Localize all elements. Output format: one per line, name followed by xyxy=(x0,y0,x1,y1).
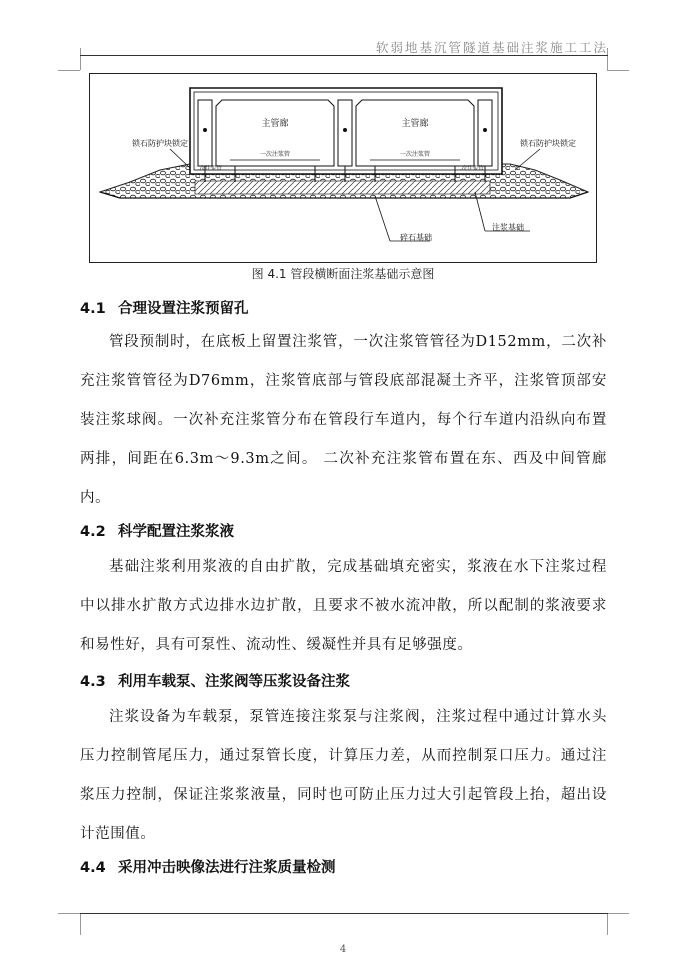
label-rubble-base: 碎石基础 xyxy=(400,233,432,242)
section-number: 4.3 xyxy=(80,674,106,690)
label-right-pipe1: 一次注浆管 xyxy=(399,151,431,158)
section-paragraph: 管段预制时，在底板上留置注浆管，一次注浆管管径为D152mm，二次补充注浆管管径为D76mm，注浆管底部与管段底部混凝土齐平，注浆管顶部安装注浆球阀。一次补充注浆管分布在管段行车道内，每个行车道内沿纵向布置两排，间距在6.3m～9.3m之间。 二次补充注浆管布置在东、西及中间管廊内。 xyxy=(80,334,607,506)
label-left-pipe1: 一次注浆管 xyxy=(259,151,291,158)
section-title: 科学配置注浆浆液 xyxy=(118,524,234,540)
section-title: 利用车载泵、注浆阀等压浆设备注浆 xyxy=(118,674,350,690)
cross-section-drawing xyxy=(90,74,598,264)
footer-rule xyxy=(80,913,608,914)
section-paragraph: 基础注浆利用浆液的自由扩散，完成基础填充密实，浆液在水下注浆过程中以排水扩散方式边排水边扩散，且要求不被水流冲散，所以配制的浆液要求和易性好，具有可泵性、流动性、缓凝性并具有足够强度。 xyxy=(80,559,607,653)
label-left-protection: 锁石防护块锁定 xyxy=(132,139,188,148)
label-right-protection: 锁石防护块锁定 xyxy=(520,139,576,148)
label-right-chamber: 主管廊 xyxy=(401,119,429,129)
cross-section-figure xyxy=(89,73,597,263)
label-grout-base: 注浆基础 xyxy=(492,223,524,232)
header-rule xyxy=(80,55,608,56)
running-header-title: 软弱地基沉管隧道基础注浆施工工法 xyxy=(375,40,608,55)
section-number: 4.1 xyxy=(80,301,106,317)
figure-caption: 图 4.1 管段横断面注浆基础示意图 xyxy=(251,267,435,281)
section-heading xyxy=(80,670,350,691)
section-heading xyxy=(80,520,234,541)
label-left-chamber: 主管廊 xyxy=(261,119,289,129)
label-right-pipe2: 二次注浆管 xyxy=(456,166,484,172)
label-left-pipe2: 二次注浆管 xyxy=(194,166,222,172)
section-heading xyxy=(80,856,336,877)
section-number: 4.4 xyxy=(80,860,106,876)
section-heading xyxy=(80,297,249,318)
section-title: 采用冲击映像法进行注浆质量检测 xyxy=(118,860,336,876)
section-paragraph: 注浆设备为车载泵，泵管连接注浆泵与注浆阀，注浆过程中通过计算水头压力控制管尾压力，通过泵管长度，计算压力差，从而控制泵口压力。通过注浆压力控制，保证注浆浆液量，同时也可防止压力过大引起管段上抬，超出设计范围值。 xyxy=(80,709,607,842)
page-number: 4 xyxy=(339,944,347,955)
grout-layer xyxy=(195,181,490,194)
section-title: 合理设置注浆预留孔 xyxy=(118,301,249,317)
section-number: 4.2 xyxy=(80,524,106,540)
